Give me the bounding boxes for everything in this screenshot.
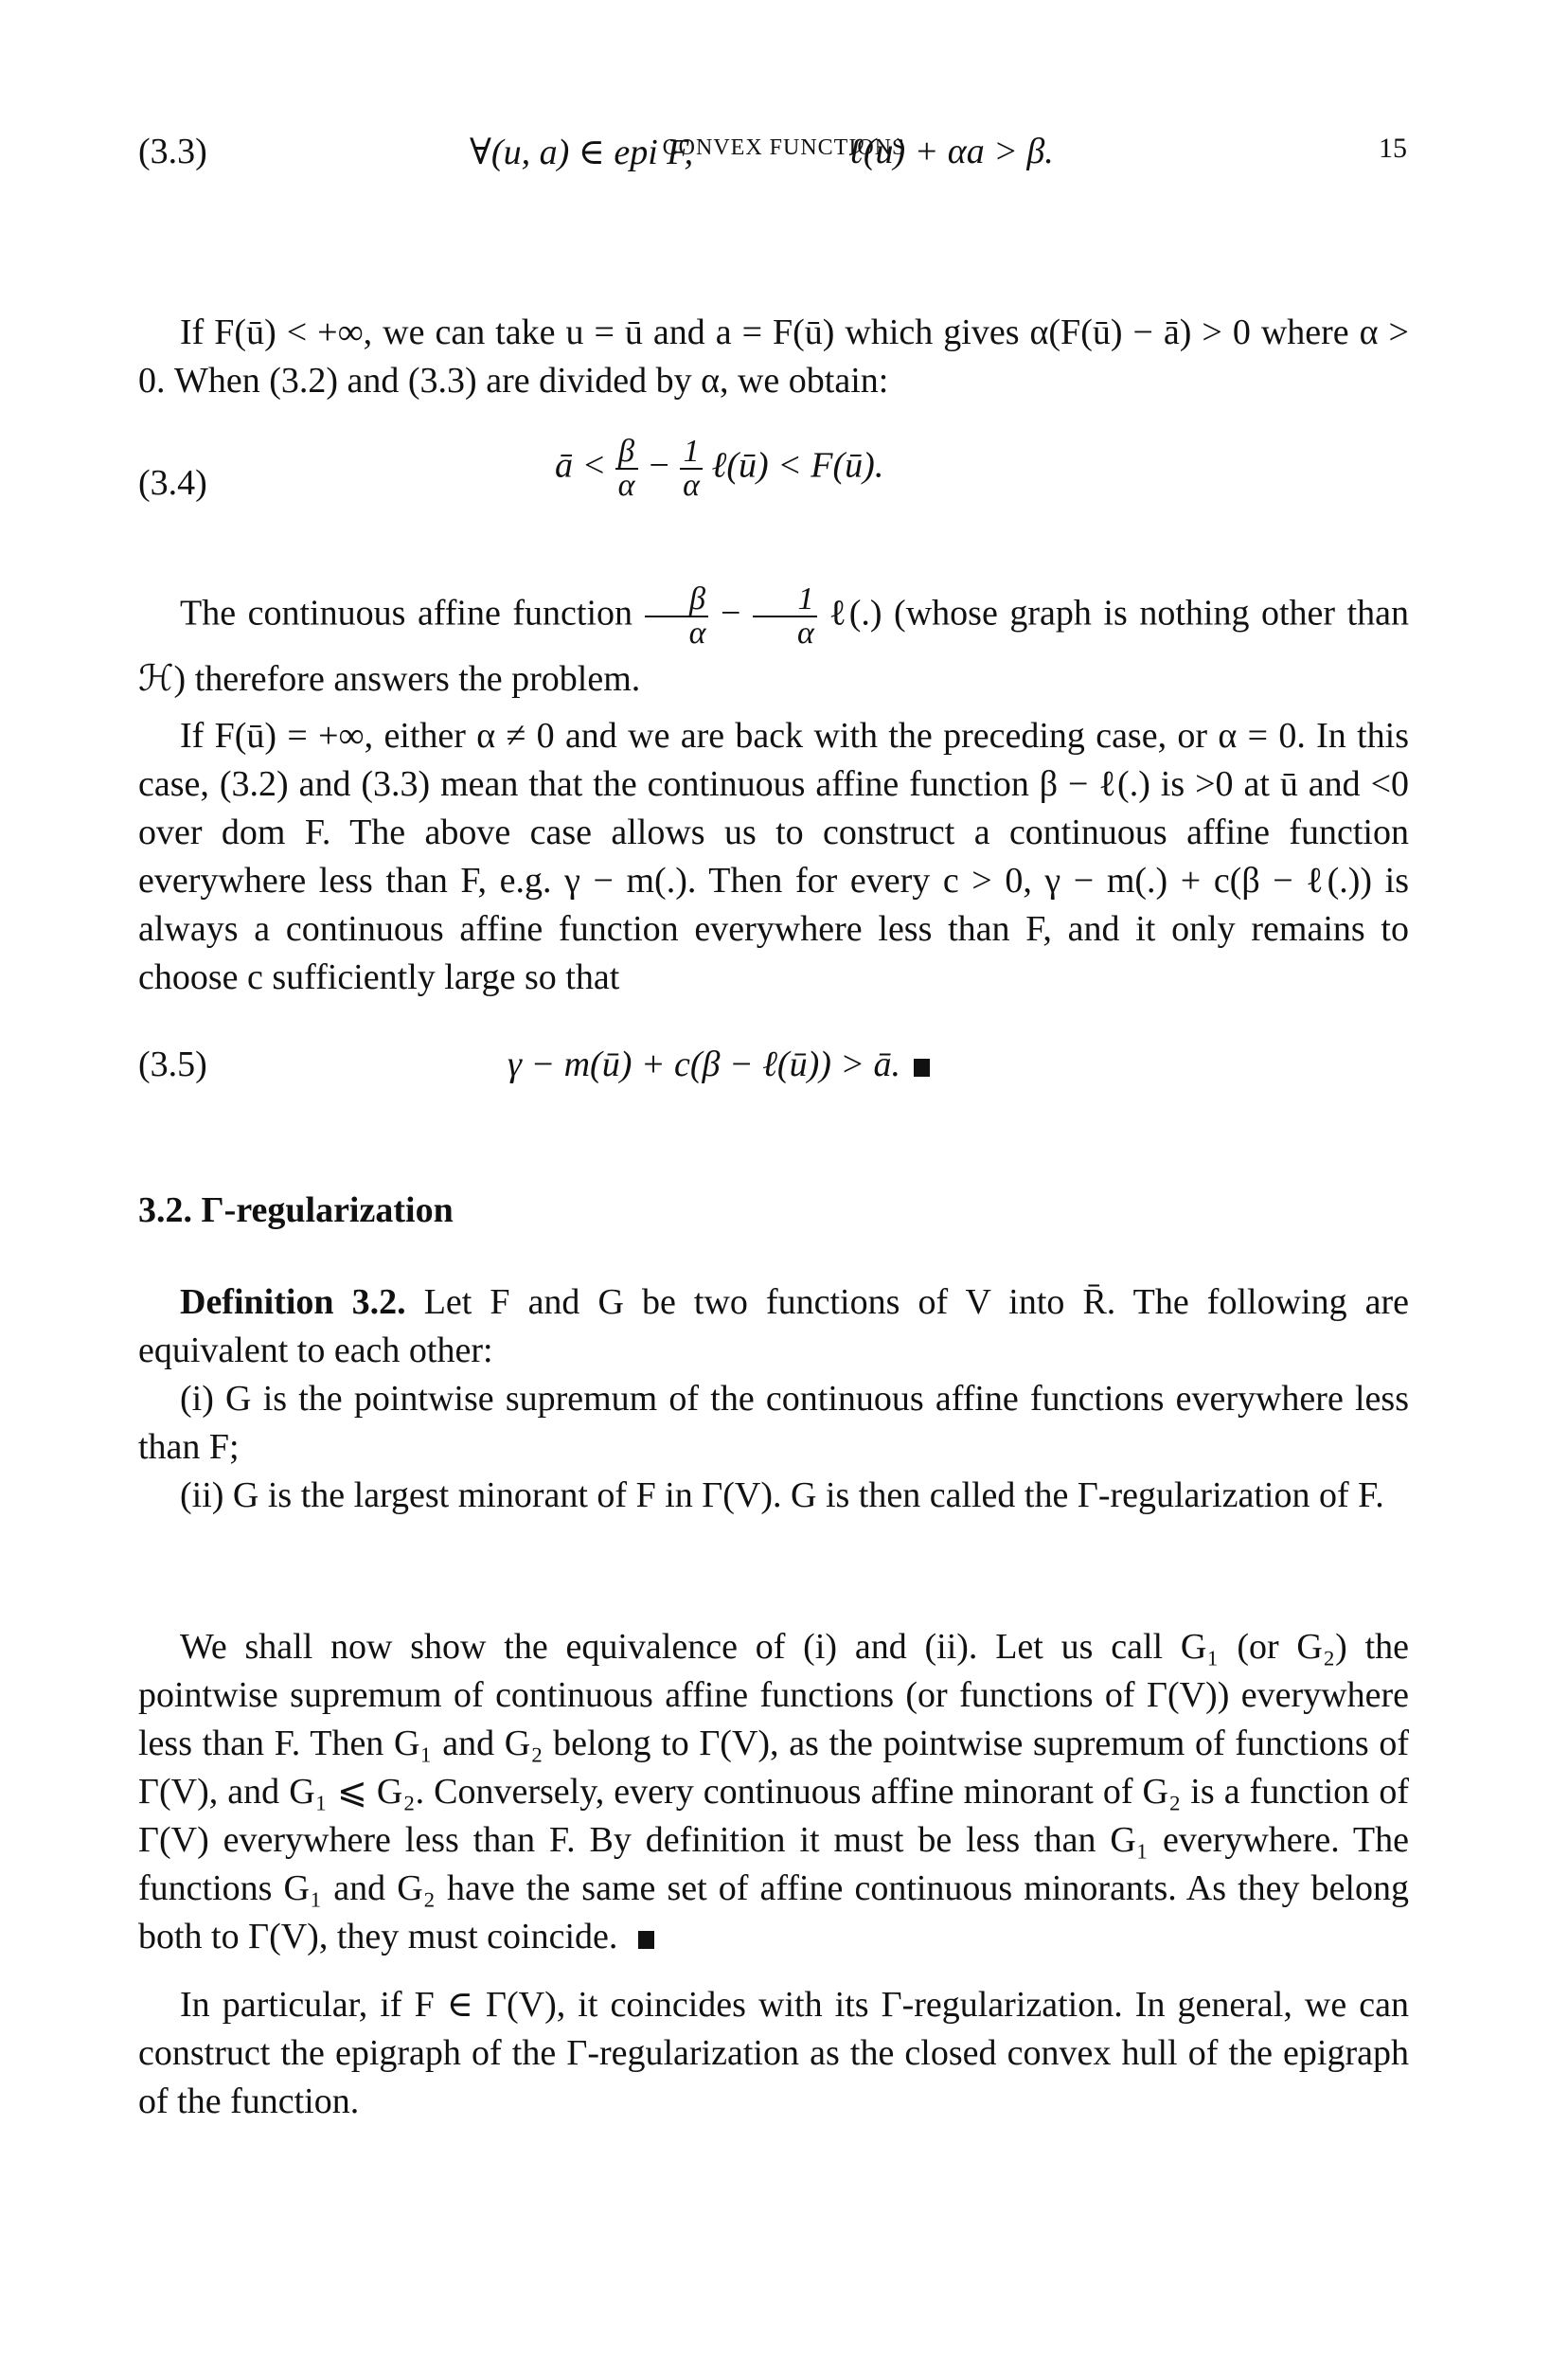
paragraph-affine-function xyxy=(138,583,1409,708)
proof-text: We shall now show the equivalence of (i) and (ii). Let us call G₁ (or G₂) the pointwise supremum of continuous affine functions (or functions of Γ(V)) everywhere less than F. Then G₁ and G₂ belong to Γ(V), as the pointwise supremum of functions of Γ(V), and G₁ ⩽ G₂. Conversely, every continuous affine minorant of G₂ is a function of Γ(V) everywhere less than F. By definition it must be less than G₁ everywhere. The functions G₁ and G₂ have the same set of affine continuous minorants. As they belong both to Γ(V), they must coincide. xyxy=(138,1627,1409,1956)
fraction-denominator: α xyxy=(680,468,703,502)
fraction-denominator: α xyxy=(615,468,638,502)
minus-sign: − xyxy=(647,445,671,486)
equation-expression: ℓ(u) + αa > β. xyxy=(848,132,1054,171)
minus-sign: − xyxy=(721,593,741,634)
equation-quantifier: ∀(u, a) ∈ epi F, xyxy=(470,133,694,172)
fraction-numerator: 1 xyxy=(683,434,700,469)
equation-right: ℓ(ū) < F(ū). xyxy=(711,445,884,486)
fraction-one-alpha xyxy=(680,436,703,502)
fraction-one-alpha xyxy=(753,583,817,650)
qed-square-icon xyxy=(914,1059,930,1077)
fraction-beta-alpha xyxy=(615,436,638,502)
paragraph-plus-infinity-case: If F(ū) = +∞, either α ≠ 0 and we are back with the preceding case, or α = 0. In this case, (3.2) and (3.3) mean that the continuous affine function β − ℓ(.) is >0 at ū and <0 over dom F. The above case allows us to construct a continuous affine function everywhere less than F, e.g. γ − m(.). Then for every c > 0, γ − m(.) + c(β − ℓ(.)) is always a continuous affine function everywhere less than F, and it only remains to choose c sufficiently large so that xyxy=(138,716,1409,997)
equation-text: γ − m(ū) + c(β − ℓ(ū)) > ā. xyxy=(508,1045,901,1084)
proof-paragraph xyxy=(138,1623,1409,1961)
running-head: CONVEX FUNCTIONS xyxy=(662,135,906,160)
section-heading: 3.2. Γ-regularization xyxy=(138,1190,454,1230)
fraction-denominator: α xyxy=(753,616,817,650)
equation-label: (3.3) xyxy=(138,132,207,171)
definition-item-1: (i) G is the pointwise supremum of the continuous affine functions everywhere less than F; xyxy=(138,1379,1409,1467)
paragraph-text: The continuous affine function xyxy=(180,593,633,634)
definition-intro: Let F and G be two functions of V into R̄. The following are equivalent to each other: xyxy=(138,1282,1410,1370)
paragraph-text: ℓ(.) (whose graph is nothing other than ℋ) therefore answers the problem. xyxy=(138,593,1410,699)
closing-paragraph: In particular, if F ∈ Γ(V), it coincides with its Γ-regularization. In general, we can construct the epigraph of the Γ-regularization as the closed convex hull of the epigraph of the function. xyxy=(138,1985,1409,2121)
fraction-denominator: α xyxy=(645,616,709,650)
page-number: 15 xyxy=(1379,133,1407,164)
equation-label: (3.4) xyxy=(138,463,207,503)
equation-left: ā < xyxy=(555,445,607,486)
definition-item-2: (ii) G is the largest minorant of F in Γ(V). G is then called the Γ-regularization of F. xyxy=(180,1475,1384,1515)
definition-label: Definition 3.2. xyxy=(180,1282,406,1322)
paragraph-infinite-case: If F(ū) < +∞, we can take u = ū and a = F(ū) which gives α(F(ū) − ā) > 0 where α > 0. When (3.2) and (3.3) are divided by α, we obtain: xyxy=(138,313,1409,401)
fraction-beta-alpha xyxy=(645,583,709,650)
fraction-numerator: 1 xyxy=(797,581,814,616)
equation-body xyxy=(555,436,883,502)
equation-expression xyxy=(508,1044,930,1085)
fraction-numerator: β xyxy=(689,581,705,616)
definition-3-2 xyxy=(138,1278,1409,1375)
fraction-numerator: β xyxy=(618,434,635,469)
equation-label: (3.5) xyxy=(138,1045,207,1084)
qed-square-icon xyxy=(638,1931,654,1949)
